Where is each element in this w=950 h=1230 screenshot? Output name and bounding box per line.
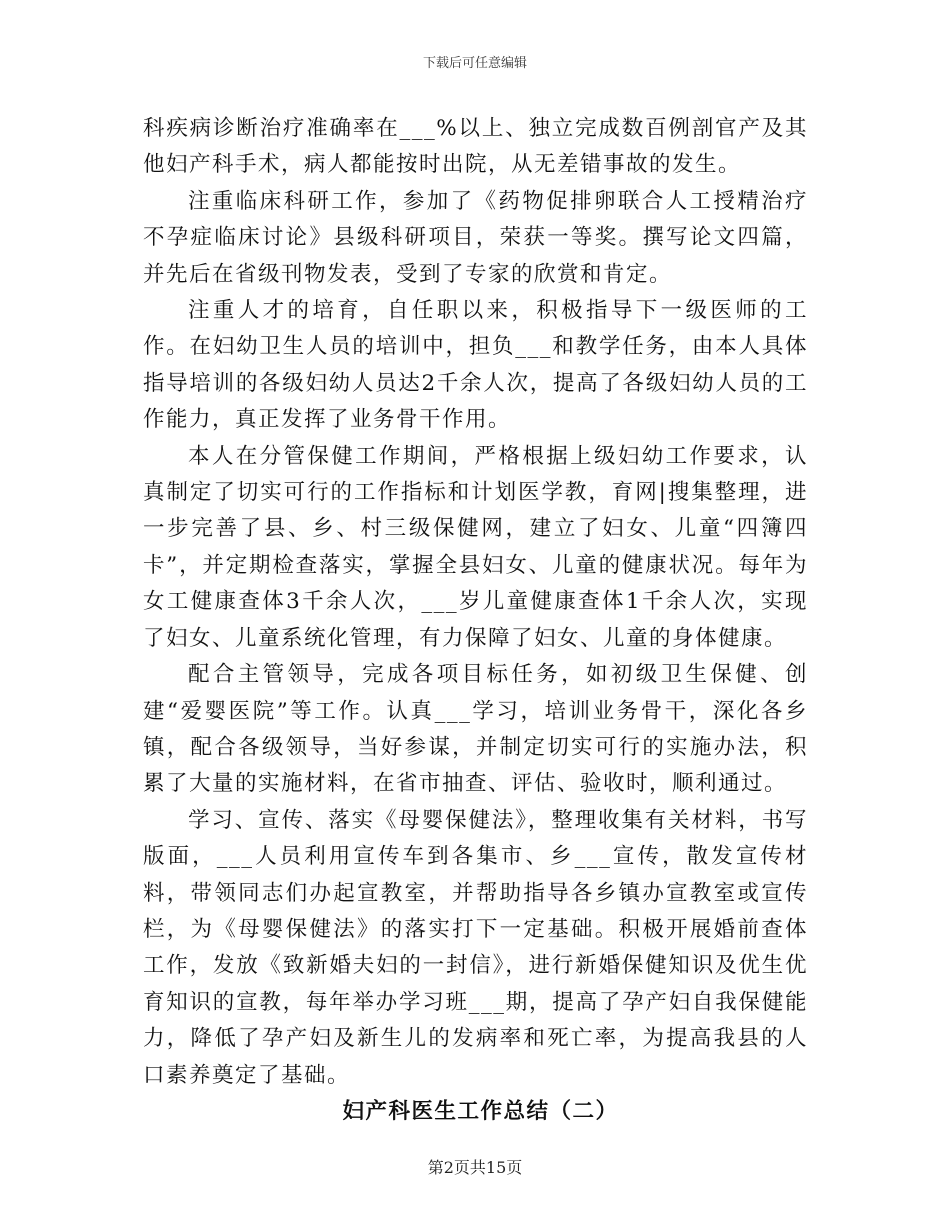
- paragraph-healthcare: 本人在分管保健工作期间，严格根据上级妇幼工作要求，认真制定了切实可行的工作指标和计划医学教，育网|搜集整理，进一步完善了县、乡、村三级保健网，建立了妇女、儿童“四簿四卡”，并定期检查落实，掌握全县妇女、儿童的健康状况。每年为女工健康查体3千余人次，___岁儿童健康查体1千余人次，实现了妇女、儿童系统化管理，有力保障了妇女、儿童的身体健康。: [143, 443, 808, 651]
- paragraph-research: 注重临床科研工作，参加了《药物促排卵联合人工授精治疗不孕症临床讨论》县级科研项目，荣获一等奖。撰写论文四篇，并先后在省级刊物发表，受到了专家的欣赏和肯定。: [143, 188, 808, 287]
- paragraph-publicity: 学习、宣传、落实《母婴保健法》，整理收集有关材料，书写版面，___人员利用宣传车到各集市、乡___宣传，散发宣传材料，带领同志们办起宣教室，并帮助指导各乡镇办宣教室或宣传栏，为《母婴保健法》的落实打下一定基础。积极开展婚前查体工作，发放《致新婚夫妇的一封信》，进行新婚保健知识及优生优育知识的宣教，每年举办学习班___期，提高了孕产妇自我保健能力，降低了孕产妇及新生儿的发病率和死亡率，为提高我县的人口素养奠定了基础。: [143, 807, 808, 1088]
- paragraph-training: 注重人才的培育，自任职以来，积极指导下一级医师的工作。在妇幼卫生人员的培训中，担负___和教学任务，由本人具体指导培训的各级妇幼人员达2千余人次，提高了各级妇幼人员的工作能力，真正发挥了业务骨干作用。: [143, 298, 808, 433]
- section-title: 妇产科医生工作总结（二）: [342, 1098, 619, 1124]
- page-number-footer: 第2页共15页: [427, 1158, 523, 1177]
- paragraph-1-continued: 科疾病诊断治疗准确率在___%以上、独立完成数百例剖官产及其他妇产科手术，病人都能按时出院，从无差错事故的发生。: [143, 116, 808, 178]
- paragraph-leadership: 配合主管领导，完成各项目标任务，如初级卫生保健、创建“爱婴医院”等工作。认真___学习，培训业务骨干，深化各乡镇，配合各级领导，当好参谋，并制定切实可行的实施办法，积累了大量的实施材料，在省市抽查、评估、验收时，顺利通过。: [143, 662, 808, 797]
- document-body: [143, 111, 808, 1130]
- page-header-note: 下载后可任意编辑: [422, 56, 527, 71]
